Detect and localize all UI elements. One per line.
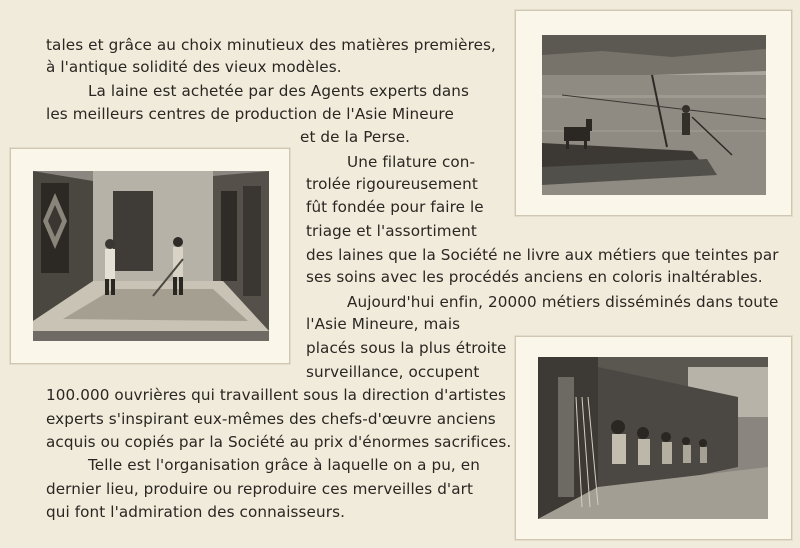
text-line-6: Une filature con- [347, 153, 476, 171]
text-line-2: à l'antique solidité des vieux modèles. [46, 58, 342, 76]
text-line-1: tales et grâce au choix minutieux des matières premières, [46, 36, 496, 54]
text-line-18: acquis ou copiés par la Société au prix d'énormes sacrifices. [46, 433, 512, 451]
text-line-14: placés sous la plus étroite [306, 339, 507, 357]
text-line-20: dernier lieu, produire ou reproduire ces merveilles d'art [46, 480, 474, 498]
text-line-9: triage et l'assortiment [306, 222, 477, 240]
photo-carpet-warehouse [33, 171, 269, 341]
text-line-13: l'Asie Mineure, mais [306, 315, 461, 333]
photo-frame-looms [515, 336, 792, 540]
photo-river-raft [542, 35, 766, 195]
text-line-19: Telle est l'organisation grâce à laquelle on a pu, en [88, 456, 480, 474]
text-line-8: fût fondée pour faire le [306, 198, 484, 216]
text-line-10: des laines que la Société ne livre aux métiers que teintes par [306, 246, 779, 264]
text-line-17: experts s'inspirant eux-mêmes des chefs-d'œuvre anciens [46, 410, 496, 428]
photo-weaving-looms [538, 357, 768, 519]
photo-frame-warehouse [10, 148, 290, 364]
text-line-3: La laine est achetée par des Agents experts dans [88, 82, 469, 100]
text-line-7: trolée rigoureusement [306, 175, 478, 193]
photo-frame-river [515, 10, 792, 216]
text-line-16: 100.000 ouvrières qui travaillent sous la direction d'artistes [46, 386, 507, 404]
text-line-11: ses soins avec les procédés anciens en coloris inaltérables. [306, 268, 763, 286]
text-line-4: les meilleurs centres de production de l'Asie Mineure [46, 105, 454, 123]
text-line-5: et de la Perse. [300, 128, 411, 146]
text-line-12: Aujourd'hui enfin, 20000 métiers disséminés dans toute [347, 293, 779, 311]
text-line-15: surveillance, occupent [306, 363, 480, 381]
text-line-21: qui font l'admiration des connaisseurs. [46, 503, 346, 521]
